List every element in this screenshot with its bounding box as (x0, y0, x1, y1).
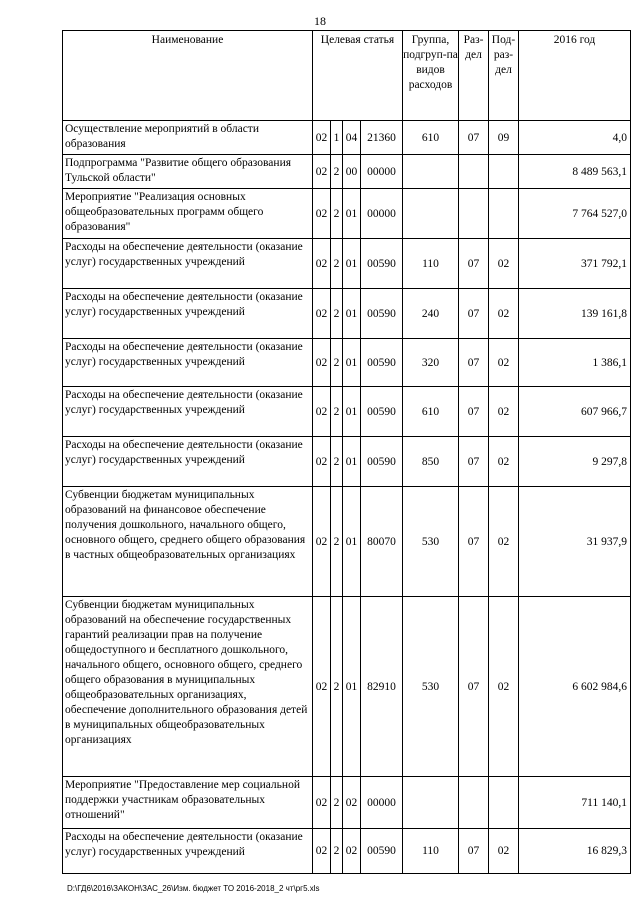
section-code: 07 (459, 387, 489, 437)
target-code-3: 01 (343, 339, 361, 387)
target-code-4: 82910 (361, 597, 403, 777)
amount-2016: 711 140,1 (519, 777, 631, 829)
amount-2016: 7 764 527,0 (519, 189, 631, 239)
target-code-1: 02 (313, 777, 331, 829)
table-row (63, 239, 631, 289)
amount-2016: 4,0 (519, 121, 631, 155)
table-row (63, 487, 631, 597)
table-row (63, 387, 631, 437)
row-name: Расходы на обеспечение деятельности (оказание услуг) государственных учреждений (63, 239, 313, 289)
expense-group: 610 (403, 387, 459, 437)
target-code-4: 80070 (361, 487, 403, 597)
amount-2016: 139 161,8 (519, 289, 631, 339)
target-code-1: 02 (313, 339, 331, 387)
target-code-4: 00590 (361, 339, 403, 387)
target-code-2: 2 (331, 239, 343, 289)
target-code-2: 2 (331, 487, 343, 597)
row-name: Расходы на обеспечение деятельности (оказание услуг) государственных учреждений (63, 387, 313, 437)
target-code-2: 2 (331, 437, 343, 487)
header-target: Целевая статья (313, 31, 403, 121)
section-code: 07 (459, 289, 489, 339)
expense-group (403, 777, 459, 829)
header-subsection: Под-раз-дел (489, 31, 519, 121)
row-name: Мероприятие "Реализация основных общеобразовательных программ общего образования" (63, 189, 313, 239)
target-code-3: 01 (343, 437, 361, 487)
amount-2016: 1 386,1 (519, 339, 631, 387)
table-row (63, 121, 631, 155)
row-name: Расходы на обеспечение деятельности (оказание услуг) государственных учреждений (63, 289, 313, 339)
target-code-2: 2 (331, 339, 343, 387)
expense-group (403, 189, 459, 239)
table-row (63, 339, 631, 387)
target-code-4: 00000 (361, 189, 403, 239)
amount-2016: 16 829,3 (519, 829, 631, 874)
expense-group: 850 (403, 437, 459, 487)
subsection-code: 02 (489, 339, 519, 387)
target-code-2: 2 (331, 829, 343, 874)
target-code-3: 01 (343, 387, 361, 437)
target-code-4: 00590 (361, 239, 403, 289)
expense-group: 240 (403, 289, 459, 339)
row-name: Расходы на обеспечение деятельности (оказание услуг) государственных учреждений (63, 437, 313, 487)
amount-2016: 371 792,1 (519, 239, 631, 289)
target-code-2: 2 (331, 387, 343, 437)
table-row (63, 155, 631, 189)
subsection-code: 02 (489, 597, 519, 777)
section-code: 07 (459, 487, 489, 597)
target-code-4: 00000 (361, 777, 403, 829)
target-code-2: 2 (331, 597, 343, 777)
row-name: Субвенции бюджетам муниципальных образований на обеспечение государственных гарантий реализации прав на получение общедоступного и бесплатного дошкольного, начального общего, основного общего, среднего общего образования в муниципальных общеобразовательных организациях, обеспечение дополнительного образования детей в муниципальных общеобразовательных организациях (63, 597, 313, 777)
target-code-1: 02 (313, 155, 331, 189)
section-code (459, 155, 489, 189)
header-section: Раз-дел (459, 31, 489, 121)
target-code-1: 02 (313, 437, 331, 487)
target-code-2: 1 (331, 121, 343, 155)
row-name: Расходы на обеспечение деятельности (оказание услуг) государственных учреждений (63, 339, 313, 387)
target-code-1: 02 (313, 189, 331, 239)
subsection-code: 09 (489, 121, 519, 155)
target-code-1: 02 (313, 289, 331, 339)
budget-table (62, 30, 631, 874)
row-name: Расходы на обеспечение деятельности (оказание услуг) государственных учреждений (63, 829, 313, 874)
amount-2016: 9 297,8 (519, 437, 631, 487)
expense-group: 610 (403, 121, 459, 155)
table-row (63, 777, 631, 829)
footer-file-path: D:\ГД6\2016\ЗАКОН\ЗАС_26\Изм. бюджет ТО 2016-2018_2 чт\рг5.xls (67, 884, 320, 893)
section-code (459, 189, 489, 239)
target-code-1: 02 (313, 597, 331, 777)
amount-2016: 607 966,7 (519, 387, 631, 437)
section-code: 07 (459, 239, 489, 289)
target-code-3: 01 (343, 289, 361, 339)
target-code-3: 01 (343, 597, 361, 777)
section-code: 07 (459, 121, 489, 155)
section-code: 07 (459, 829, 489, 874)
page-number: 18 (314, 14, 326, 28)
target-code-3: 00 (343, 155, 361, 189)
expense-group: 110 (403, 239, 459, 289)
table-row (63, 437, 631, 487)
expense-group (403, 155, 459, 189)
target-code-1: 02 (313, 487, 331, 597)
target-code-3: 04 (343, 121, 361, 155)
subsection-code: 02 (489, 387, 519, 437)
table-row (63, 289, 631, 339)
amount-2016: 31 937,9 (519, 487, 631, 597)
table-row (63, 829, 631, 874)
subsection-code: 02 (489, 239, 519, 289)
target-code-3: 02 (343, 829, 361, 874)
target-code-3: 01 (343, 239, 361, 289)
row-name: Осуществление мероприятий в области образования (63, 121, 313, 155)
expense-group: 530 (403, 487, 459, 597)
subsection-code (489, 189, 519, 239)
target-code-4: 00590 (361, 829, 403, 874)
section-code (459, 777, 489, 829)
expense-group: 110 (403, 829, 459, 874)
header-row (63, 31, 631, 121)
amount-2016: 8 489 563,1 (519, 155, 631, 189)
subsection-code: 02 (489, 437, 519, 487)
header-year: 2016 год (519, 31, 631, 121)
target-code-4: 00590 (361, 289, 403, 339)
expense-group: 530 (403, 597, 459, 777)
subsection-code: 02 (489, 289, 519, 339)
target-code-3: 01 (343, 189, 361, 239)
target-code-4: 00000 (361, 155, 403, 189)
target-code-2: 2 (331, 289, 343, 339)
row-name: Подпрограмма "Развитие общего образования Тульской области" (63, 155, 313, 189)
target-code-3: 02 (343, 777, 361, 829)
section-code: 07 (459, 597, 489, 777)
section-code: 07 (459, 437, 489, 487)
target-code-2: 2 (331, 189, 343, 239)
subsection-code (489, 155, 519, 189)
expense-group: 320 (403, 339, 459, 387)
table-row (63, 189, 631, 239)
target-code-1: 02 (313, 829, 331, 874)
subsection-code: 02 (489, 829, 519, 874)
target-code-1: 02 (313, 239, 331, 289)
table-row (63, 597, 631, 777)
row-name: Мероприятие "Предоставление мер социальной поддержки участникам образовательных отношений" (63, 777, 313, 829)
subsection-code: 02 (489, 487, 519, 597)
subsection-code (489, 777, 519, 829)
target-code-4: 00590 (361, 437, 403, 487)
target-code-1: 02 (313, 121, 331, 155)
header-name: Наименование (63, 31, 313, 121)
section-code: 07 (459, 339, 489, 387)
target-code-3: 01 (343, 487, 361, 597)
target-code-2: 2 (331, 777, 343, 829)
target-code-2: 2 (331, 155, 343, 189)
target-code-4: 00590 (361, 387, 403, 437)
amount-2016: 6 602 984,6 (519, 597, 631, 777)
row-name: Субвенции бюджетам муниципальных образований на финансовое обеспечение получения дошкольного, начального общего, основного общего, среднего общего образования в частных общеобразовательных организациях (63, 487, 313, 597)
target-code-1: 02 (313, 387, 331, 437)
header-group: Группа, подгруп-па видов расходов (403, 31, 459, 121)
target-code-4: 21360 (361, 121, 403, 155)
